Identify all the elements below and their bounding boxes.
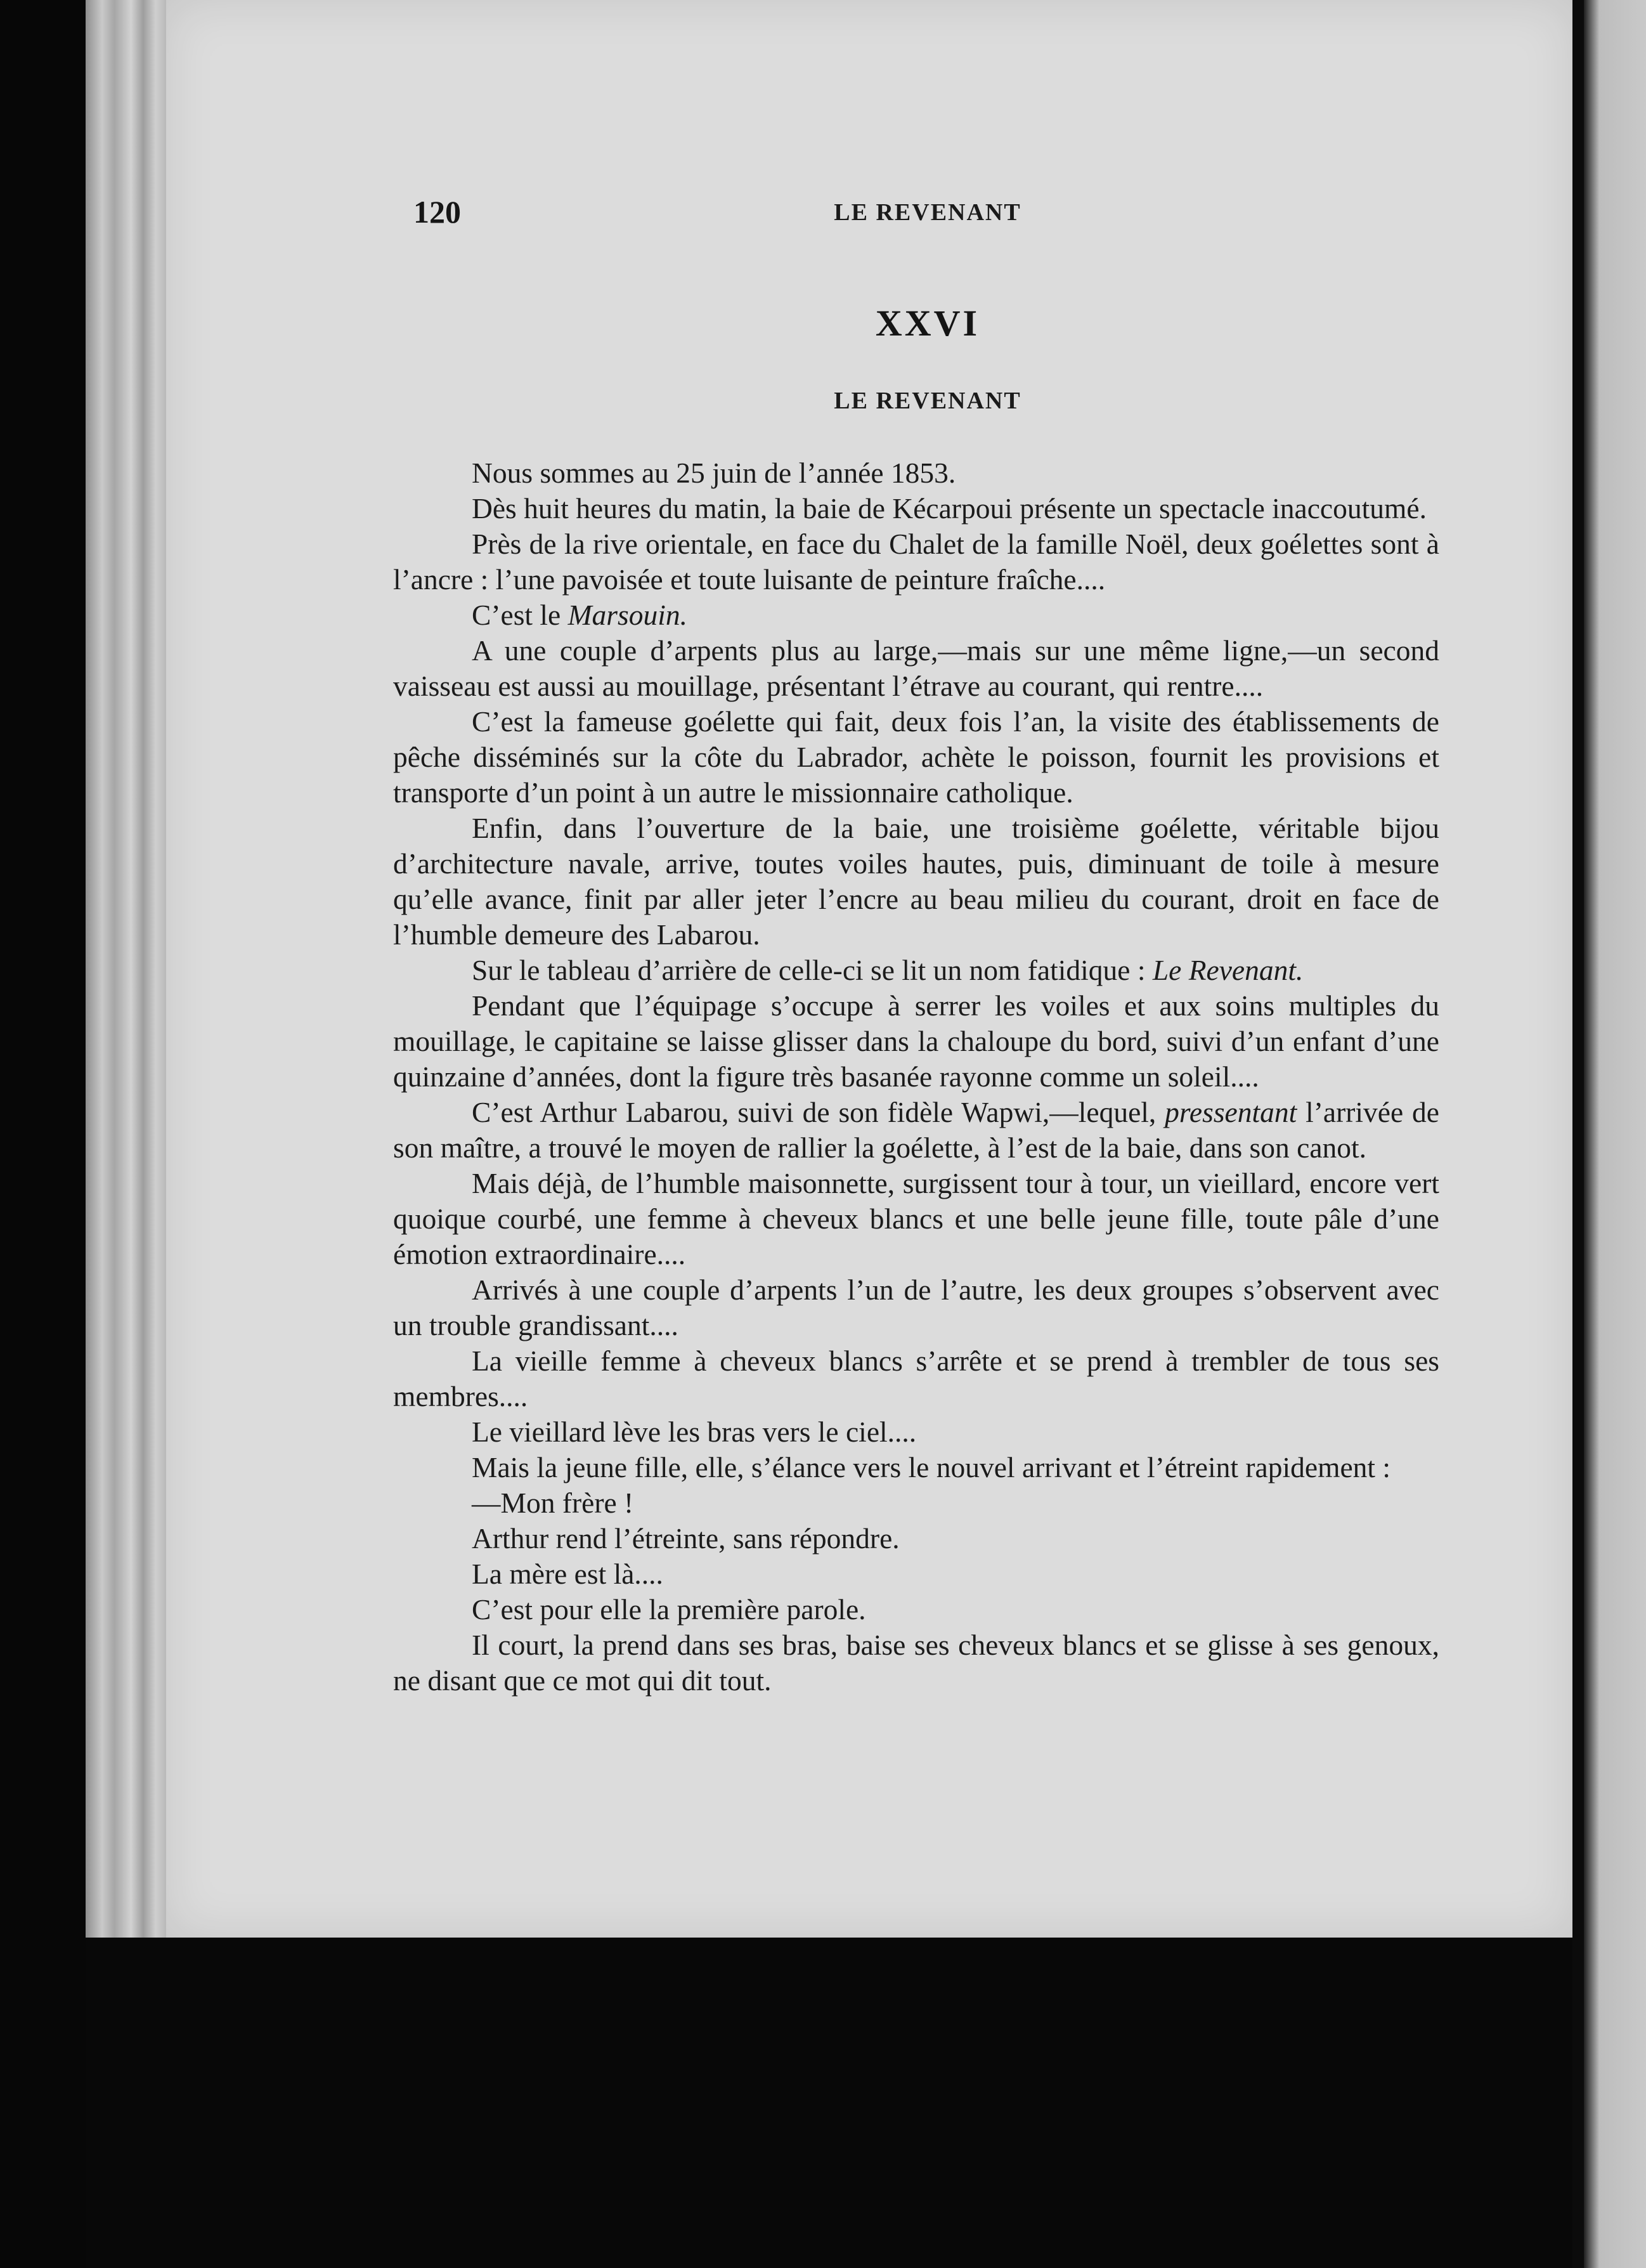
ship-name: Marsouin. (567, 599, 687, 631)
paragraph-text: Sur le tableau d’arrière de celle-ci se lit un nom fatidique : (472, 954, 1153, 986)
facing-page-edge (1584, 0, 1646, 2268)
paragraph: Le vieillard lève les bras vers le ciel.... (472, 1416, 917, 1448)
paragraph: —Mon frère ! (472, 1487, 634, 1519)
running-header (413, 193, 1442, 244)
chapter-title: LE REVENANT (834, 388, 1021, 414)
paragraph-text: l’arrivée de son maître, a trouvé le moyen de rallier la goélette, à l’est de la baie, dans son canot. (393, 1096, 1439, 1164)
emphasis: pressentant (1165, 1096, 1297, 1128)
paragraph: La vieille femme à cheveux blancs s’arrête et se prend à trembler de tous ses membres.... (393, 1345, 1439, 1412)
paragraph: A une couple d’arpents plus au large,—mais sur une même ligne,—un second vaisseau est aussi au mouillage, présentant l’étrave au courant, qui rentre.... (393, 634, 1439, 702)
paragraph: Arthur rend l’étreinte, sans répondre. (472, 1522, 900, 1554)
ship-name: Le Revenant. (1152, 954, 1304, 986)
paragraph: Nous sommes au 25 juin de l’année 1853. (472, 457, 956, 489)
body-text (393, 455, 1439, 1698)
paragraph: La mère est là.... (472, 1558, 663, 1590)
page-stack-edge (86, 0, 168, 1938)
paragraph (393, 597, 1439, 633)
page-number: 120 (413, 194, 461, 230)
paragraph-text: C’est Arthur Labarou, suivi de son fidèle Wapwi,—lequel, (472, 1096, 1165, 1128)
paragraph: Mais la jeune fille, elle, s’élance vers le nouvel arrivant et l’étreint rapidement : (472, 1451, 1391, 1483)
paragraph: Près de la rive orientale, en face du Chalet de la famille Noël, deux goélettes sont à l’ancre : l’une pavoisée et toute luisante de peinture fraîche.... (393, 528, 1439, 596)
paragraph: Pendant que l’équipage s’occupe à serrer les voiles et aux soins multiples du mouillage, le capitaine se laisse glisser dans la chaloupe du bord, suivi d’un enfant d’une quinzaine d’années, dont la figure très basanée rayonne comme un soleil.... (393, 989, 1439, 1093)
paragraph: Dès huit heures du matin, la baie de Kécarpoui présente un spectacle inaccoutumé. (472, 492, 1427, 525)
paragraph: Il court, la prend dans ses bras, baise ses cheveux blancs et se glisse à ses genoux, ne disant que ce mot qui dit tout. (393, 1629, 1439, 1697)
paragraph: Mais déjà, de l’humble maisonnette, surgissent tour à tour, un vieillard, encore vert quoique courbé, une femme à cheveux blancs et une belle jeune fille, toute pâle d’une émotion extraordinaire.... (393, 1167, 1439, 1270)
scan-margin-bottom (86, 1938, 1572, 2268)
paragraph: C’est la fameuse goélette qui fait, deux fois l’an, la visite des établissements de pêche disséminés sur la côte du Labrador, achète le poisson, fournit les provisions et transporte d’un point à un autre le missionnaire catholique. (393, 705, 1439, 809)
chapter-number: XXVI (875, 303, 980, 344)
paragraph (393, 953, 1439, 988)
paragraph: Arrivés à une couple d’arpents l’un de l’autre, les deux groupes s’observent avec un trouble grandissant.... (393, 1274, 1439, 1341)
paragraph: C’est pour elle la première parole. (472, 1593, 866, 1626)
paragraph (393, 1095, 1439, 1166)
running-title: LE REVENANT (834, 199, 1021, 226)
paragraph: Enfin, dans l’ouverture de la baie, une troisième goélette, véritable bijou d’architecture navale, arrive, toutes voiles hautes, puis, diminuant de toile à mesure qu’elle avance, finit par aller jeter l’encre au beau milieu du courant, droit en face de l’humble demeure des Labarou. (393, 812, 1439, 951)
paragraph-text: C’est le (472, 599, 568, 631)
scan-margin-left (0, 0, 86, 2268)
